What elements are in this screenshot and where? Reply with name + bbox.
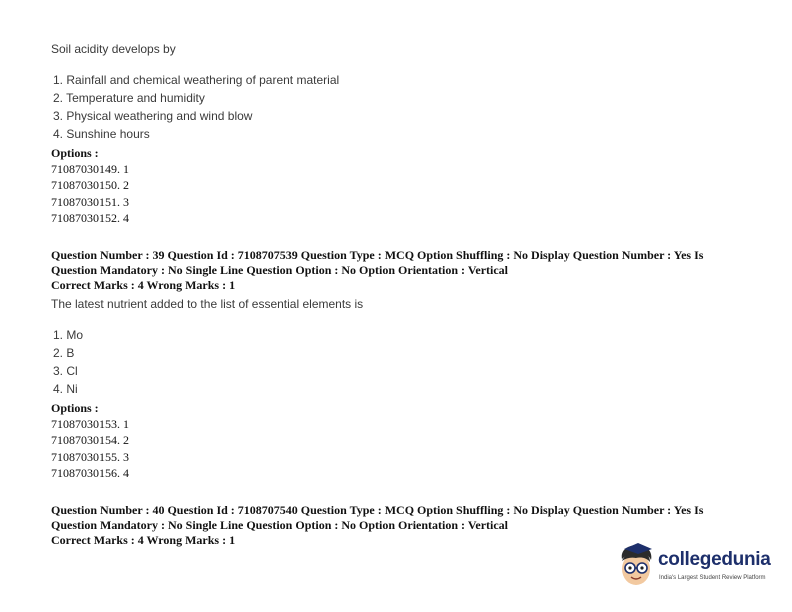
option-id: 71087030149. 1 xyxy=(51,162,129,176)
marks-line: Correct Marks : 4 Wrong Marks : 1 xyxy=(51,278,236,292)
logo-tagline: India's Largest Student Review Platform xyxy=(659,575,766,581)
question-text: The latest nutrient added to the list of essential elements is xyxy=(51,297,364,311)
choice-item: 1. Mo xyxy=(53,328,84,342)
choice-list xyxy=(53,71,339,143)
logo-name: collegedunia xyxy=(658,549,771,570)
choice-item: 2. Temperature and humidity xyxy=(53,91,205,105)
meta-line: Question Mandatory : No Single Line Question Option : No Option Orientation : Vertical xyxy=(51,263,509,277)
option-id: 71087030150. 2 xyxy=(51,178,129,193)
mascot-face-icon xyxy=(616,543,656,589)
choice-item: 3. Cl xyxy=(53,364,78,378)
option-id: 71087030156. 4 xyxy=(51,465,129,480)
meta-line: Question Number : 39 Question Id : 7108707539 Question Type : MCQ Option Shuffling : No Display Question Number : Yes Is xyxy=(51,248,704,262)
option-id: 71087030152. 4 xyxy=(51,210,129,225)
choice-item: 3. Physical weathering and wind blow xyxy=(53,109,253,123)
options-label: Options : xyxy=(51,146,99,160)
options-block xyxy=(51,145,129,226)
meta-line: Question Mandatory : No Single Line Question Option : No Option Orientation : Vertical xyxy=(51,518,509,532)
option-id: 71087030153. 1 xyxy=(51,417,129,431)
choice-item: 1. Rainfall and chemical weathering of parent material xyxy=(53,73,340,87)
choice-list xyxy=(53,326,83,398)
option-id: 71087030151. 3 xyxy=(51,194,129,209)
option-id: 71087030154. 2 xyxy=(51,433,129,448)
question-text: Soil acidity develops by xyxy=(51,42,176,56)
option-id: 71087030155. 3 xyxy=(51,449,129,464)
choice-item: 2. B xyxy=(53,346,75,360)
options-block xyxy=(51,400,129,481)
choice-item: 4. Sunshine hours xyxy=(53,127,150,141)
question-meta xyxy=(51,503,741,548)
choice-item: 4. Ni xyxy=(53,382,78,396)
marks-line: Correct Marks : 4 Wrong Marks : 1 xyxy=(51,533,236,547)
meta-line: Question Number : 40 Question Id : 7108707540 Question Type : MCQ Option Shuffling : No Display Question Number : Yes Is xyxy=(51,503,704,517)
options-label: Options : xyxy=(51,401,99,415)
question-meta xyxy=(51,248,741,293)
collegedunia-logo xyxy=(616,543,771,593)
